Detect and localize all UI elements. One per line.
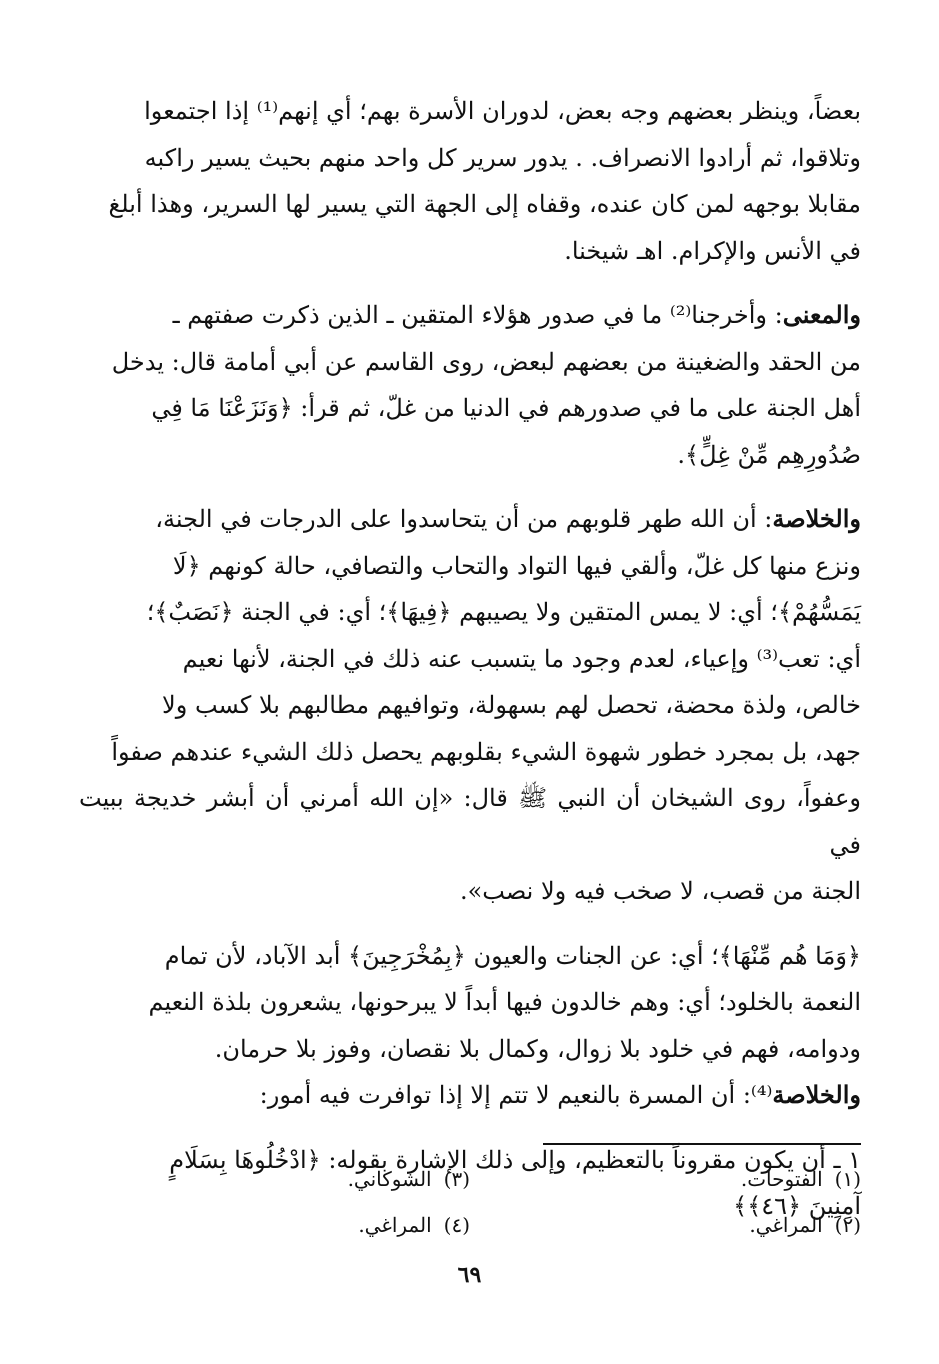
line: ⁽⁴⁾: أن المسرة بالنعيم لا تتم إلا إذا توافرت فيه أمور:: [259, 1081, 773, 1109]
paragraph-5: [79, 1072, 861, 1119]
paragraph-4: [79, 933, 861, 1073]
line: يَمَسُّهُمْ﴾؛ أي: لا يمس المتقين ولا يصيبهم ﴿فِيهَا﴾؛ أي: في الجنة ﴿نَصَبٌ﴾؛: [146, 598, 861, 626]
page-number: ٦٩: [457, 1262, 482, 1288]
paragraph-3: [79, 496, 861, 915]
line: بعضاً، وينظر بعضهم وجه بعض، لدوران الأسرة بهم؛ أي إنهم⁽¹⁾ إذا اجتمعوا: [144, 97, 861, 125]
line: أهل الجنة على ما في صدورهم في الدنيا من غلّ، ثم قرأ: ﴿وَنَزَعْنَا مَا فِي: [151, 394, 861, 422]
lead-word: والمعنى: [782, 300, 861, 329]
line: وعفواً، روى الشيخان أن النبي ﷺ قال: «إن الله أمرني أن أبشر خديجة ببيت في: [79, 784, 861, 859]
footnote-number: (٤): [443, 1213, 470, 1237]
line: النعمة بالخلود؛ أي: وهم خالدون فيها أبداً لا يبرحونها، يشعرون بلذة النعيم: [148, 988, 861, 1016]
footnote-row: [79, 1156, 861, 1202]
line: من الحقد والضغينة من بعضهم لبعض، روى القاسم عن أبي أمامة قال: يدخل: [111, 347, 861, 376]
footnote-number: (٣): [443, 1167, 470, 1191]
footnote-4: [79, 1202, 470, 1248]
line: : أن الله طهر قلوبهم من أن يتحاسدوا على الدرجات في الجنة،: [155, 505, 773, 533]
footnotes: [79, 1156, 861, 1248]
line: ١ ـ أن يكون مقروناً بالتعظيم، وإلى ذلك الإشارة بقوله: ﴿ادْخُلُوهَا بِسَلَامٍ: [169, 1145, 861, 1174]
line: وتلاقوا، ثم أرادوا الانصراف. . يدور سرير كل واحد منهم بحيث يسير راكبه: [144, 143, 861, 172]
footnote-divider: [543, 1143, 861, 1145]
line: ﴿وَمَا هُم مِّنْهَا﴾؛ أي: عن الجنات والعيون ﴿بِمُخْرَجِينَ﴾ أبد الآباد، لأن تمام: [164, 941, 861, 970]
line: : وأخرجنا⁽²⁾ ما في صدور هؤلاء المتقين ـ الذين ذكرت صفتهم ـ: [172, 301, 783, 329]
line: جهد، بل بمجرد خطور شهوة الشيء بقلوبهم يحصل ذلك الشيء عندهم صفواً: [111, 737, 861, 766]
footnote-text: الشوكاني.: [347, 1167, 432, 1191]
lead-word: والخلاصة: [772, 1080, 861, 1109]
main-text: [79, 88, 861, 1230]
line: مقابلا بوجهه لمن كان عنده، وقفاه إلى الجهة التي يسير لها السرير، وهذا أبلغ: [108, 190, 861, 218]
footnote-2: [470, 1202, 861, 1248]
line: ودوامه، فهم في خلود بلا زوال، وكمال بلا نقصان، وفوز بلا حرمان.: [214, 1034, 861, 1063]
line: أي: تعب⁽³⁾ وإعياء، لعدم وجود ما يتسبب عنه ذلك في الجنة، لأنها نعيم: [182, 644, 861, 673]
paragraph-1: [79, 88, 861, 274]
line: آمِنِينَ ﴿٤٦﴾﴾: [733, 1192, 861, 1220]
footnote-text: الفتوحات.: [740, 1167, 823, 1191]
footnote-3: [79, 1156, 470, 1202]
footnote-text: المراغي.: [358, 1213, 432, 1237]
footnote-text: المراغي.: [749, 1213, 823, 1237]
line: في الأنس والإكرام. اهـ شيخنا.: [564, 236, 861, 265]
footnote-number: (١): [834, 1167, 861, 1191]
footnote-1: [470, 1156, 861, 1202]
footnote-number: (٢): [834, 1213, 861, 1237]
lead-word: والخلاصة: [772, 504, 861, 533]
line: ونزع منها كل غلّ، وألقي فيها التواد والتحاب والتصافي، حالة كونهم ﴿لَا: [172, 551, 861, 580]
line: الجنة من قصب، لا صخب فيه ولا نصب».: [459, 877, 861, 905]
line: خالص، ولذة محضة، تحصل لهم بسهولة، وتوافيهم مطالبهم بلا كسب ولا: [162, 691, 861, 719]
footnote-row: [79, 1202, 861, 1248]
paragraph-2: [79, 292, 861, 478]
line: صُدُورِهِم مِّنْ غِلٍّ﴾.: [677, 440, 861, 469]
